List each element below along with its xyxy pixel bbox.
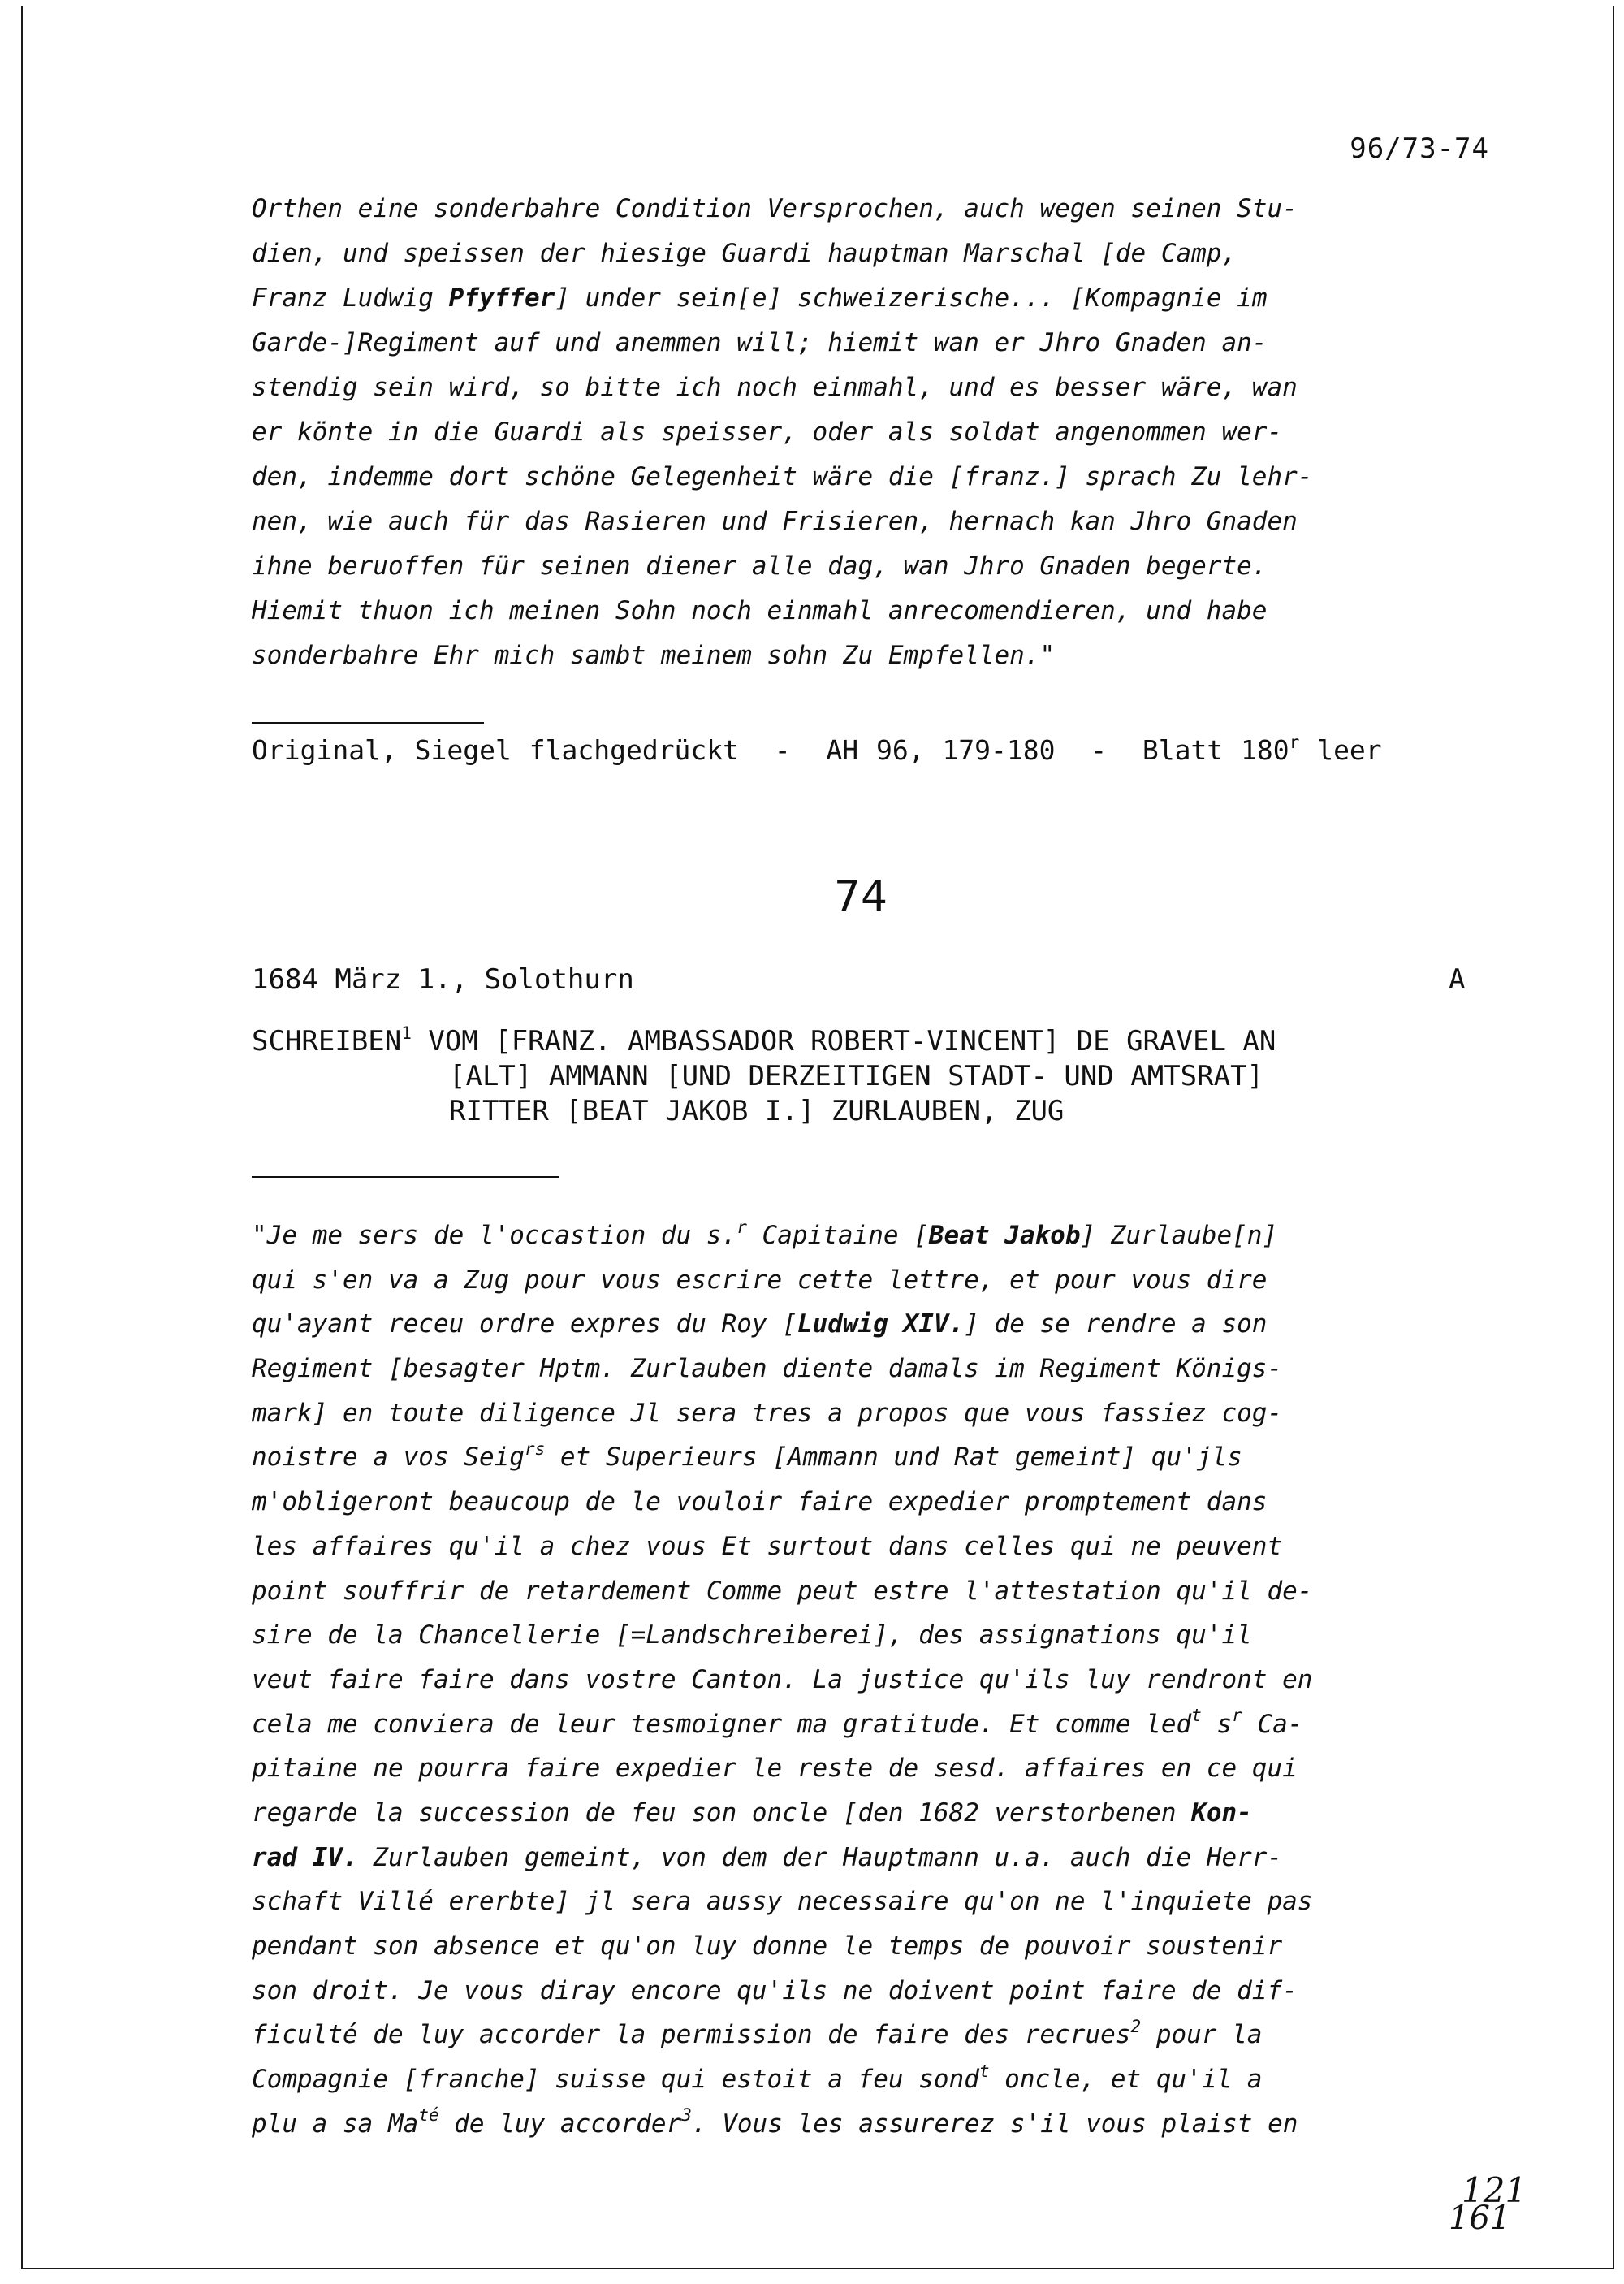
text-run: pitaine ne pourra faire expedier le reste de sesd. affaires en ce qui bbox=[252, 1754, 1298, 1784]
text-line bbox=[252, 2013, 1494, 2057]
text-line bbox=[252, 1658, 1494, 1702]
source-note-rule bbox=[252, 722, 484, 724]
text-run: nen, wie auch für das Rasieren und Frisieren, hernach kan Jhro Gnaden bbox=[252, 507, 1298, 536]
text-line bbox=[252, 1746, 1494, 1791]
text-line bbox=[252, 1924, 1494, 1969]
text-run: Zurlauben gemeint, von dem der Hauptmann u.a. auch die Herr- bbox=[357, 1842, 1283, 1872]
text-line bbox=[252, 1258, 1494, 1303]
text-line bbox=[252, 2057, 1494, 2102]
text-line bbox=[252, 1791, 1494, 1836]
text-run: pendant son absence et qu'on luy donne le temps de pouvoir soustenir bbox=[252, 1931, 1283, 1961]
text-run: schaft Villé ererbte] jl sera aussy necessaire qu'on ne l'inquiete pas bbox=[252, 1887, 1313, 1917]
text-run: dien, und speissen der hiesige Guardi hauptman Marschal [de Camp, bbox=[252, 239, 1237, 268]
text-line bbox=[252, 455, 1494, 500]
previous-letter-text bbox=[252, 187, 1494, 678]
text-run: s bbox=[1201, 1709, 1233, 1739]
text-line bbox=[252, 321, 1494, 366]
text-run: les affaires qu'il a chez vous Et surtout dans celles qui ne peuvent bbox=[252, 1531, 1283, 1561]
bold-name: Beat Jakob bbox=[928, 1221, 1081, 1250]
text-line bbox=[252, 231, 1494, 276]
text-line bbox=[252, 1435, 1494, 1480]
text-run: ] de se rendre a son bbox=[964, 1309, 1268, 1339]
document-reference: 96/73-74 bbox=[1350, 132, 1489, 165]
text-run: noistre a vos Seig bbox=[252, 1443, 525, 1473]
text-line bbox=[252, 589, 1494, 634]
bold-name: rad IV. bbox=[252, 1842, 358, 1872]
text-line bbox=[252, 1347, 1494, 1391]
heading-line-1 bbox=[252, 1024, 1502, 1059]
text-run: Ca- bbox=[1242, 1709, 1303, 1739]
date-place: 1684 März 1., Solothurn bbox=[252, 963, 634, 996]
superscript: 3 bbox=[681, 2105, 692, 2126]
text-run: et Superieurs [Ammann und Rat gemeint] qu'jls bbox=[545, 1443, 1242, 1473]
text-line bbox=[252, 1391, 1494, 1436]
heading-line-1-rest: VOM [FRANZ. AMBASSADOR ROBERT-VINCENT] DE GRAVEL AN bbox=[411, 1025, 1276, 1058]
document-number: 74 bbox=[833, 872, 888, 921]
text-run: sire de la Chancellerie [=Landschreiberei], des assignations qu'il bbox=[252, 1620, 1252, 1650]
superscript: r bbox=[1232, 1706, 1242, 1726]
text-line bbox=[252, 1836, 1494, 1880]
text-line bbox=[252, 366, 1494, 410]
text-run: . Vous les assurerez s'il vous plaist en bbox=[691, 2109, 1298, 2139]
text-run: er könte in die Guardi als speisser, oder als soldat angenommen wer- bbox=[252, 417, 1283, 447]
superscript: t bbox=[978, 2061, 990, 2081]
text-run: ficulté de luy accorder la permission de faire des recrues bbox=[252, 2020, 1131, 2050]
text-line bbox=[252, 1613, 1494, 1658]
text-run: den, indemme dort schöne Gelegenheit wäre die [franz.] sprach Zu lehr- bbox=[252, 462, 1313, 491]
text-run: stendig sein wird, so bitte ich noch einmahl, und es besser wäre, wan bbox=[252, 373, 1298, 402]
text-line bbox=[252, 2102, 1494, 2147]
superscript: té bbox=[418, 2105, 439, 2126]
text-run: ] under sein[e] schweizerische... [Kompagnie im bbox=[555, 283, 1268, 313]
text-run: m'obligeront beaucoup de le vouloir faire expedier promptement dans bbox=[252, 1487, 1268, 1517]
bold-name: Kon- bbox=[1191, 1797, 1252, 1828]
text-line bbox=[252, 1969, 1494, 2014]
text-line bbox=[252, 634, 1494, 678]
text-run: Regiment [besagter Hptm. Zurlauben diente damals im Regiment Königs- bbox=[252, 1354, 1283, 1384]
text-line bbox=[252, 544, 1494, 589]
text-run: Compagnie [franche] suisse qui estoit a feu sond bbox=[252, 2065, 979, 2095]
archive-page-number bbox=[1449, 2170, 1527, 2237]
heading-line-2: [ALT] AMMANN [UND DERZEITIGEN STADT- UND AMTSRAT] bbox=[449, 1060, 1264, 1092]
archive-number-top: 121 bbox=[1462, 2170, 1527, 2210]
superscript: 2 bbox=[1130, 2017, 1142, 2037]
text-run: regarde la succession de feu son oncle [den 1682 verstorbenen bbox=[252, 1797, 1192, 1828]
text-run: Capitaine [ bbox=[746, 1221, 929, 1250]
superscript: t bbox=[1191, 1706, 1202, 1726]
text-run: "Je me sers de l'occastion du s. bbox=[252, 1221, 737, 1250]
text-line bbox=[252, 1569, 1494, 1614]
text-run: son droit. Je vous diray encore qu'ils ne doivent point faire de dif- bbox=[252, 1975, 1298, 2005]
text-run: Franz Ludwig bbox=[252, 283, 449, 313]
text-line bbox=[252, 1525, 1494, 1569]
text-run: plu a sa Ma bbox=[252, 2109, 419, 2139]
archive-number-bottom: 161 bbox=[1449, 2200, 1511, 2237]
source-note bbox=[252, 734, 1382, 766]
source-note-sup: r bbox=[1289, 733, 1300, 752]
text-line bbox=[252, 1302, 1494, 1347]
text-run: oncle, et qu'il a bbox=[989, 2065, 1263, 2095]
heading-line-3: RITTER [BEAT JAKOB I.] ZURLAUBEN, ZUG bbox=[449, 1095, 1065, 1127]
text-run: mark] en toute diligence Jl sera tres a propos que vous fassiez cog- bbox=[252, 1398, 1283, 1428]
text-line bbox=[252, 1880, 1494, 1924]
text-line bbox=[252, 1213, 1494, 1258]
text-line bbox=[252, 276, 1494, 321]
text-run: ihne beruoffen für seinen diener alle dag, wan Jhro Gnaden begerte. bbox=[252, 552, 1268, 581]
source-note-suffix: leer bbox=[1299, 734, 1382, 766]
footnote-ref-1: 1 bbox=[401, 1023, 412, 1043]
text-run: cela me conviera de leur tesmoigner ma gratitude. Et comme led bbox=[252, 1709, 1192, 1739]
text-run: Garde-]Regiment auf und anemmen will; hiemit wan er Jhro Gnaden an- bbox=[252, 328, 1268, 357]
text-line bbox=[252, 500, 1494, 544]
text-line bbox=[252, 187, 1494, 231]
text-run: de luy accorder bbox=[438, 2109, 682, 2139]
bold-name: Ludwig XIV. bbox=[797, 1309, 965, 1339]
bold-name: Pfyffer bbox=[448, 283, 555, 313]
text-run: ] Zurlaube[n] bbox=[1080, 1221, 1278, 1250]
heading-word-schreiben: SCHREIBEN bbox=[252, 1025, 402, 1058]
superscript: r bbox=[736, 1217, 747, 1237]
text-line bbox=[252, 1702, 1494, 1747]
text-line bbox=[252, 410, 1494, 455]
text-run: pour la bbox=[1141, 2020, 1263, 2050]
heading-rule bbox=[252, 1176, 559, 1178]
text-line bbox=[252, 1480, 1494, 1525]
document-heading bbox=[252, 1024, 1502, 1129]
text-run: Orthen eine sonderbahre Condition Versprochen, auch wegen seinen Stu- bbox=[252, 194, 1298, 223]
document-type-letter: A bbox=[1449, 963, 1466, 996]
text-run: veut faire faire dans vostre Canton. La justice qu'ils luy rendront en bbox=[252, 1664, 1313, 1694]
text-run: point souffrir de retardement Comme peut estre l'attestation qu'il de- bbox=[252, 1576, 1313, 1606]
text-run: Hiemit thuon ich meinen Sohn noch einmahl anrecomendieren, und habe bbox=[252, 596, 1268, 625]
letter-body-text bbox=[252, 1213, 1494, 2146]
text-run: sonderbahre Ehr mich sambt meinem sohn Zu Empfellen." bbox=[252, 641, 1056, 670]
text-run: qu'ayant receu ordre expres du Roy [ bbox=[252, 1309, 797, 1339]
text-run: qui s'en va a Zug pour vous escrire cette lettre, et pour vous dire bbox=[252, 1265, 1268, 1295]
superscript: rs bbox=[524, 1439, 546, 1460]
source-note-main: Original, Siegel flachgedrückt - AH 96, 179-180 - Blatt 180 bbox=[252, 734, 1289, 766]
